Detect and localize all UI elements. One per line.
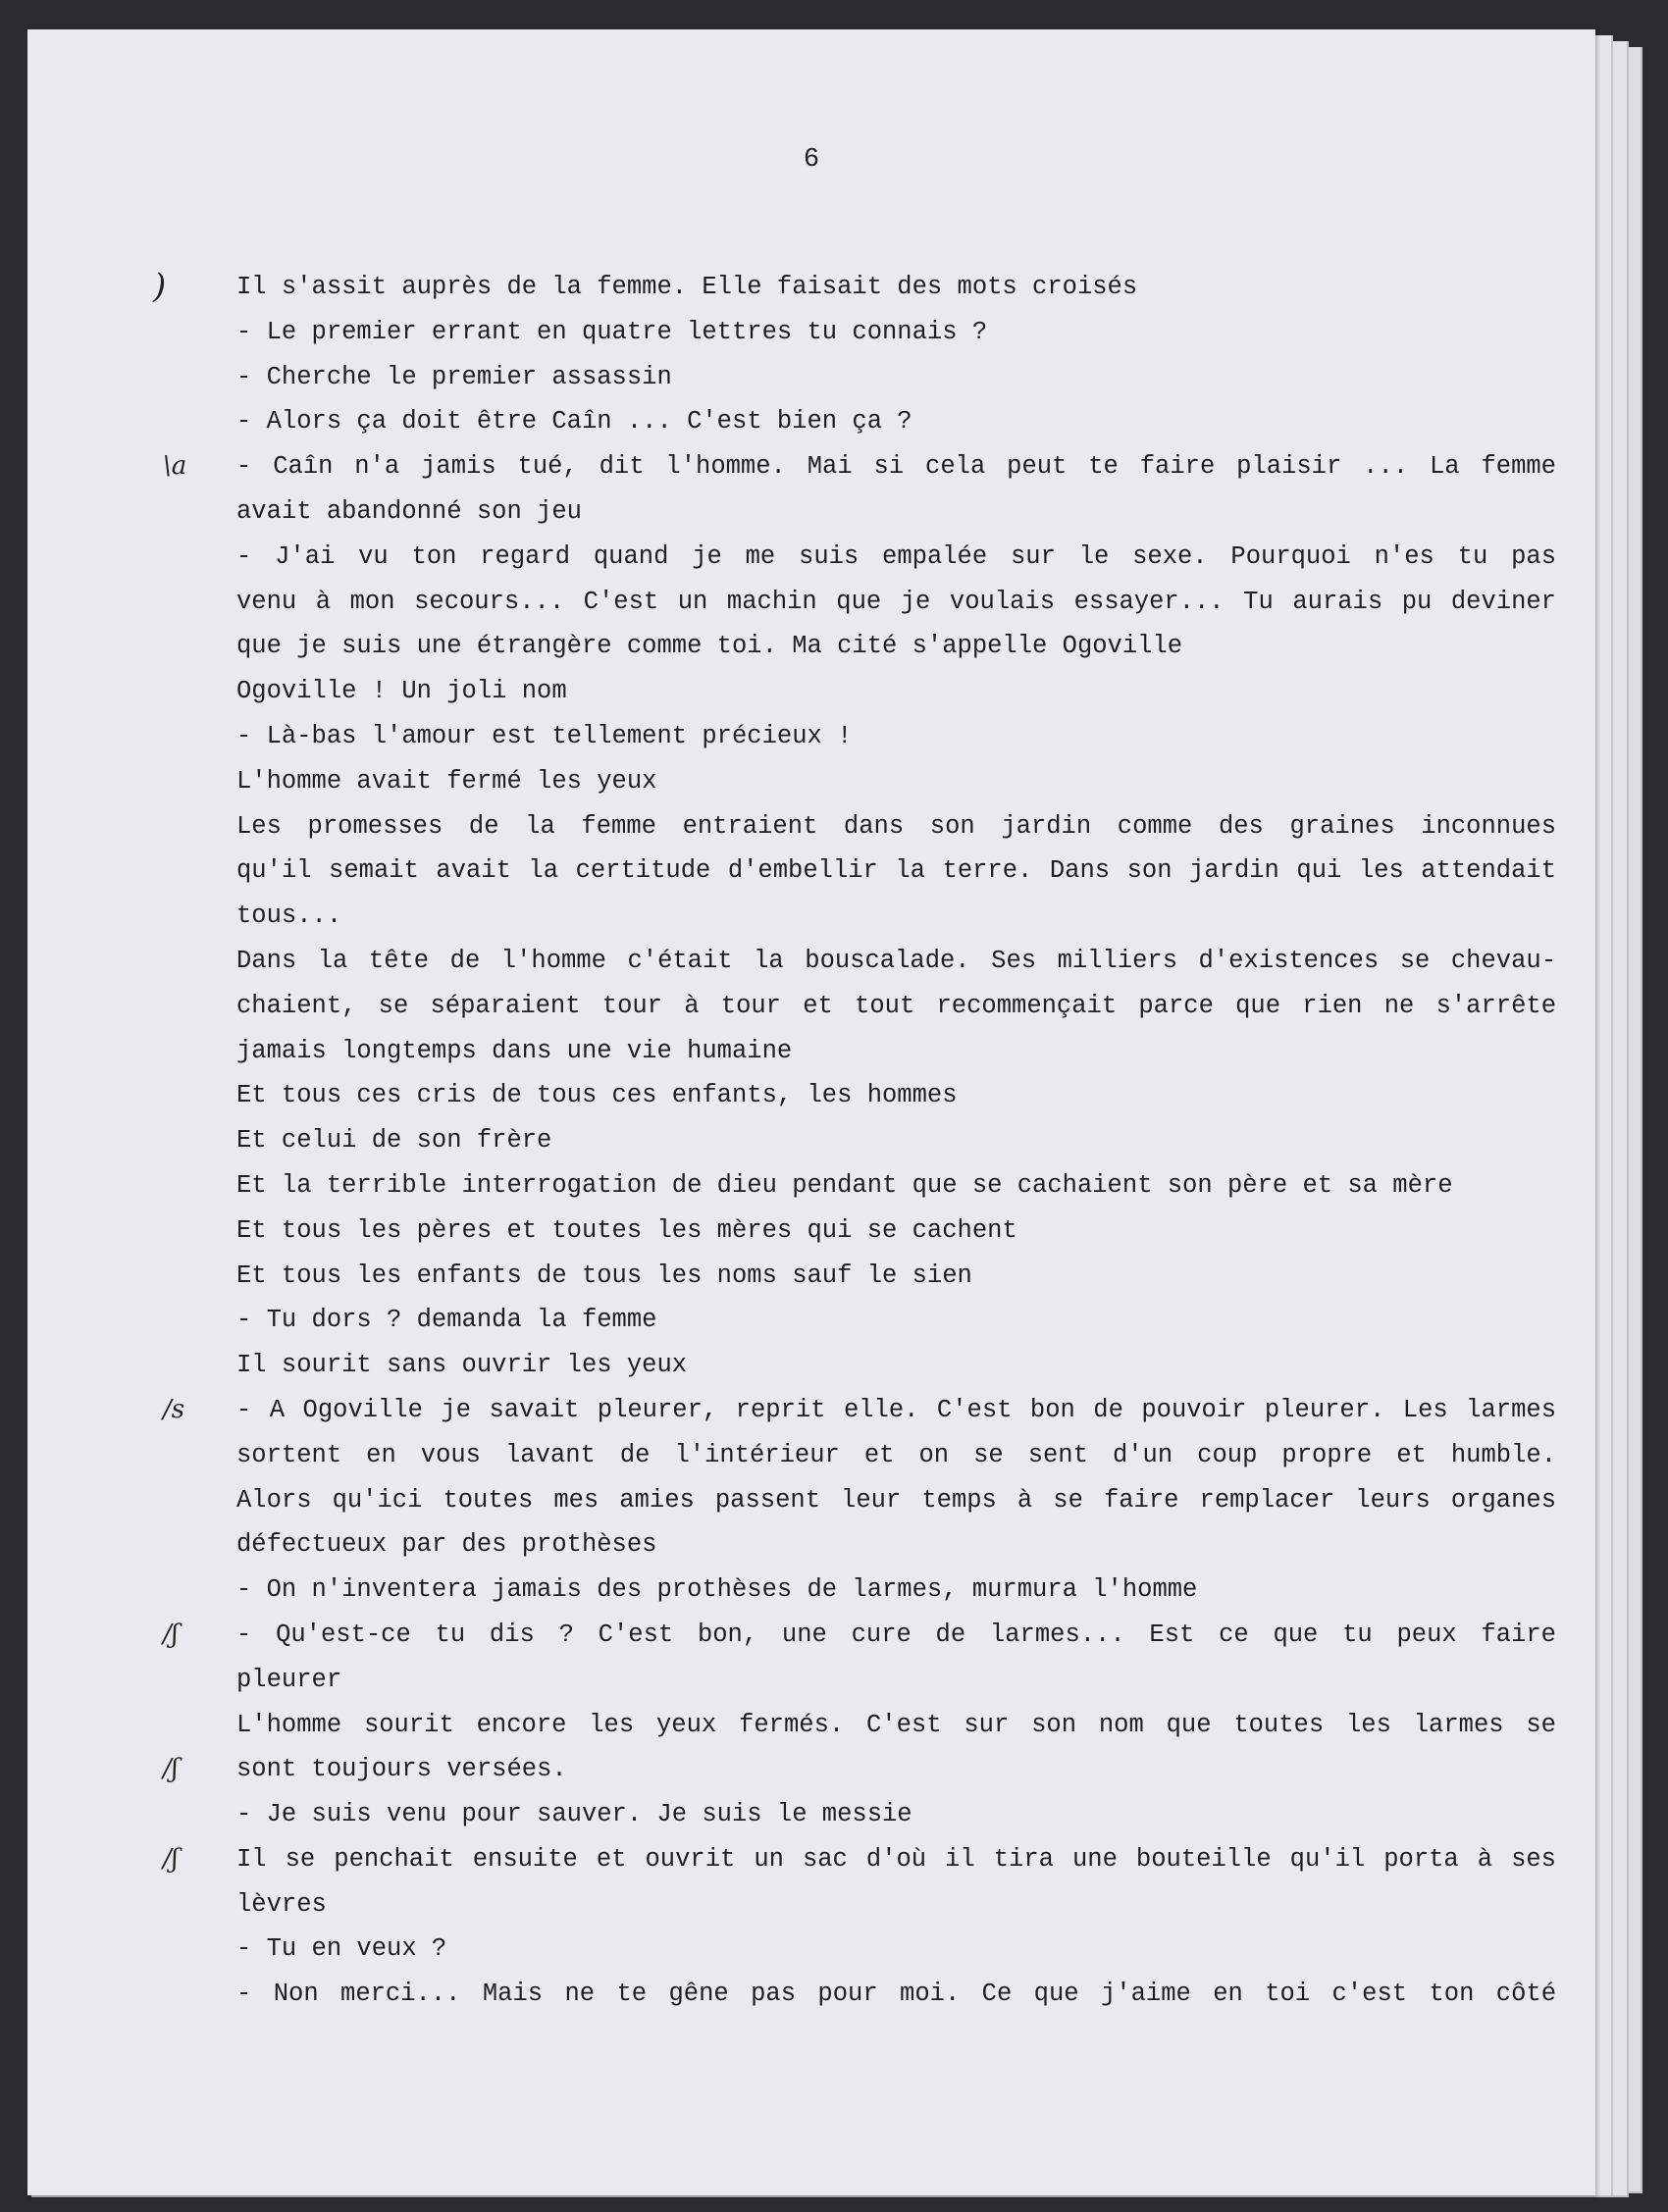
text-line [236,1073,1556,1118]
text-line [236,1343,1556,1388]
text-line-content: Et tous ces cris de tous ces enfants, les hommes [236,1081,958,1110]
text-line-content: Il sourit sans ouvrir les yeux [236,1351,688,1380]
text-line [236,1703,1556,1748]
text-line [236,1972,1556,2017]
text-line-content: défectueux par des prothèses [236,1530,657,1560]
text-line-content: - Non merci... Mais ne te gêne pas pour moi. Ce que j'aime en toi c'est ton côté [236,1980,1556,2009]
text-line-content: avait abandonné son jeu [236,496,582,526]
text-line [236,1927,1556,1972]
text-line [153,265,1556,310]
text-line-content: Ogoville ! Un joli nom [236,677,567,706]
text-line [236,804,1556,849]
text-line-content: Il s'assit auprès de la femme. Elle faisait des mots croisés [236,273,1138,301]
text-line [236,669,1556,714]
handwritten-margin-mark: /ʃ [163,1619,179,1649]
text-line [236,1882,1556,1928]
text-line-content: L'homme sourit encore les yeux fermés. C'est sur son nom que toutes les larmes se [236,1710,1556,1739]
text-line [236,1209,1556,1254]
text-line-content: que je suis une étrangère comme toi. Ma cité s'appelle Ogoville [236,632,1183,661]
text-line [163,444,1556,489]
text-line-content: jamais longtemps dans une vie humaine [236,1036,793,1065]
text-line-content: Et tous les enfants de tous les noms sauf le sien [236,1260,972,1290]
text-line [236,1163,1556,1209]
text-line-content: - Le premier errant en quatre lettres tu connais ? [236,317,988,346]
text-line-content: Alors qu'ici toutes mes amies passent leur temps à se faire remplacer leurs organes [236,1485,1556,1515]
text-line [236,759,1556,804]
text-line-content: lèvres [236,1889,327,1919]
text-line-content: - Cherche le premier assassin [236,362,672,391]
handwritten-margin-mark: \a [163,451,187,482]
text-line [236,1433,1556,1478]
typewritten-page [27,29,1595,2195]
text-line-content: - Alors ça doit être Caîn ... C'est bien ça ? [236,407,912,437]
text-line-content: Et la terrible interrogation de dieu pendant que se cachaient son père et sa mère [236,1170,1453,1200]
text-line [236,1118,1556,1163]
handwritten-margin-mark: ) [153,267,167,306]
text-line-content: venu à mon secours... C'est un machin que je voulais essayer... Tu aurais pu deviner [236,587,1556,616]
text-line-content: Dans la tête de l'homme c'était la bouscalade. Ses milliers d'existences se chevau- [236,946,1556,975]
text-line-content: - Caîn n'a jamis tué, dit l'homme. Mai si cela peut te faire plaisir ... La femme [236,452,1556,482]
text-line [236,849,1556,894]
text-line-content: sont toujours versées. [236,1755,567,1784]
text-line [236,580,1556,625]
text-line [236,984,1556,1029]
text-line-content: - On n'inventera jamais des prothèses de larmes, murmura l'homme [236,1575,1198,1605]
text-line-content: - Je suis venu pour sauver. Je suis le messie [236,1800,912,1829]
text-line [236,1522,1556,1568]
text-line [163,1613,1556,1658]
text-line [236,489,1556,535]
text-line [236,355,1556,400]
text-line-content: Et celui de son frère [236,1126,552,1156]
text-line [236,1658,1556,1703]
text-line-content: Il se penchait ensuite et ouvrit un sac d'où il tira une bouteille qu'il porta à ses [236,1844,1556,1874]
text-line [236,310,1556,355]
handwritten-margin-mark: /s [163,1394,185,1424]
text-line-content: - Là-bas l'amour est tellement précieux ! [236,721,853,750]
text-line [163,1388,1556,1433]
text-line-content: Les promesses de la femme entraient dans son jardin comme des graines inconnues [236,811,1556,841]
page-number: 6 [803,145,820,175]
text-line-content: - J'ai vu ton regard quand je me suis empalée sur le sexe. Pourquoi n'es tu pas [236,541,1556,571]
text-line-content: - Qu'est-ce tu dis ? C'est bon, une cure de larmes... Est ce que tu peux faire [236,1620,1556,1649]
text-line-content: - Tu dors ? demanda la femme [236,1306,657,1335]
text-line-content: qu'il semait avait la certitude d'embellir la terre. Dans son jardin qui les attendait [236,856,1556,886]
text-line-content: - Tu en veux ? [236,1934,447,1964]
text-line [236,1254,1556,1299]
text-line [236,1298,1556,1343]
text-line [236,714,1556,759]
text-line [236,399,1556,444]
handwritten-margin-mark: /ʃ [163,1754,179,1784]
text-line-content: chaient, se séparaient tour à tour et tout recommençait parce que rien ne s'arrête [236,991,1556,1020]
text-line [236,939,1556,984]
text-line-content: Et tous les pères et toutes les mères qui se cachent [236,1215,1017,1245]
text-line [236,1568,1556,1613]
text-line [236,1029,1556,1074]
text-line [236,1792,1556,1837]
text-line-content: sortent en vous lavant de l'intérieur et on se sent d'un coup propre et humble. [236,1440,1556,1469]
text-line [163,1747,1556,1792]
text-line-content: pleurer [236,1665,342,1694]
body-text [153,265,1556,2017]
text-line [236,1478,1556,1523]
handwritten-margin-mark: /ʃ [163,1843,179,1874]
text-line-content: - A Ogoville je savait pleurer, reprit elle. C'est bon de pouvoir pleurer. Les larmes [236,1395,1556,1424]
text-line [236,894,1556,939]
text-line [163,1837,1556,1882]
text-line [236,624,1556,669]
text-line-content: L'homme avait fermé les yeux [236,766,657,796]
text-line [236,535,1556,580]
text-line-content: tous... [236,901,342,931]
